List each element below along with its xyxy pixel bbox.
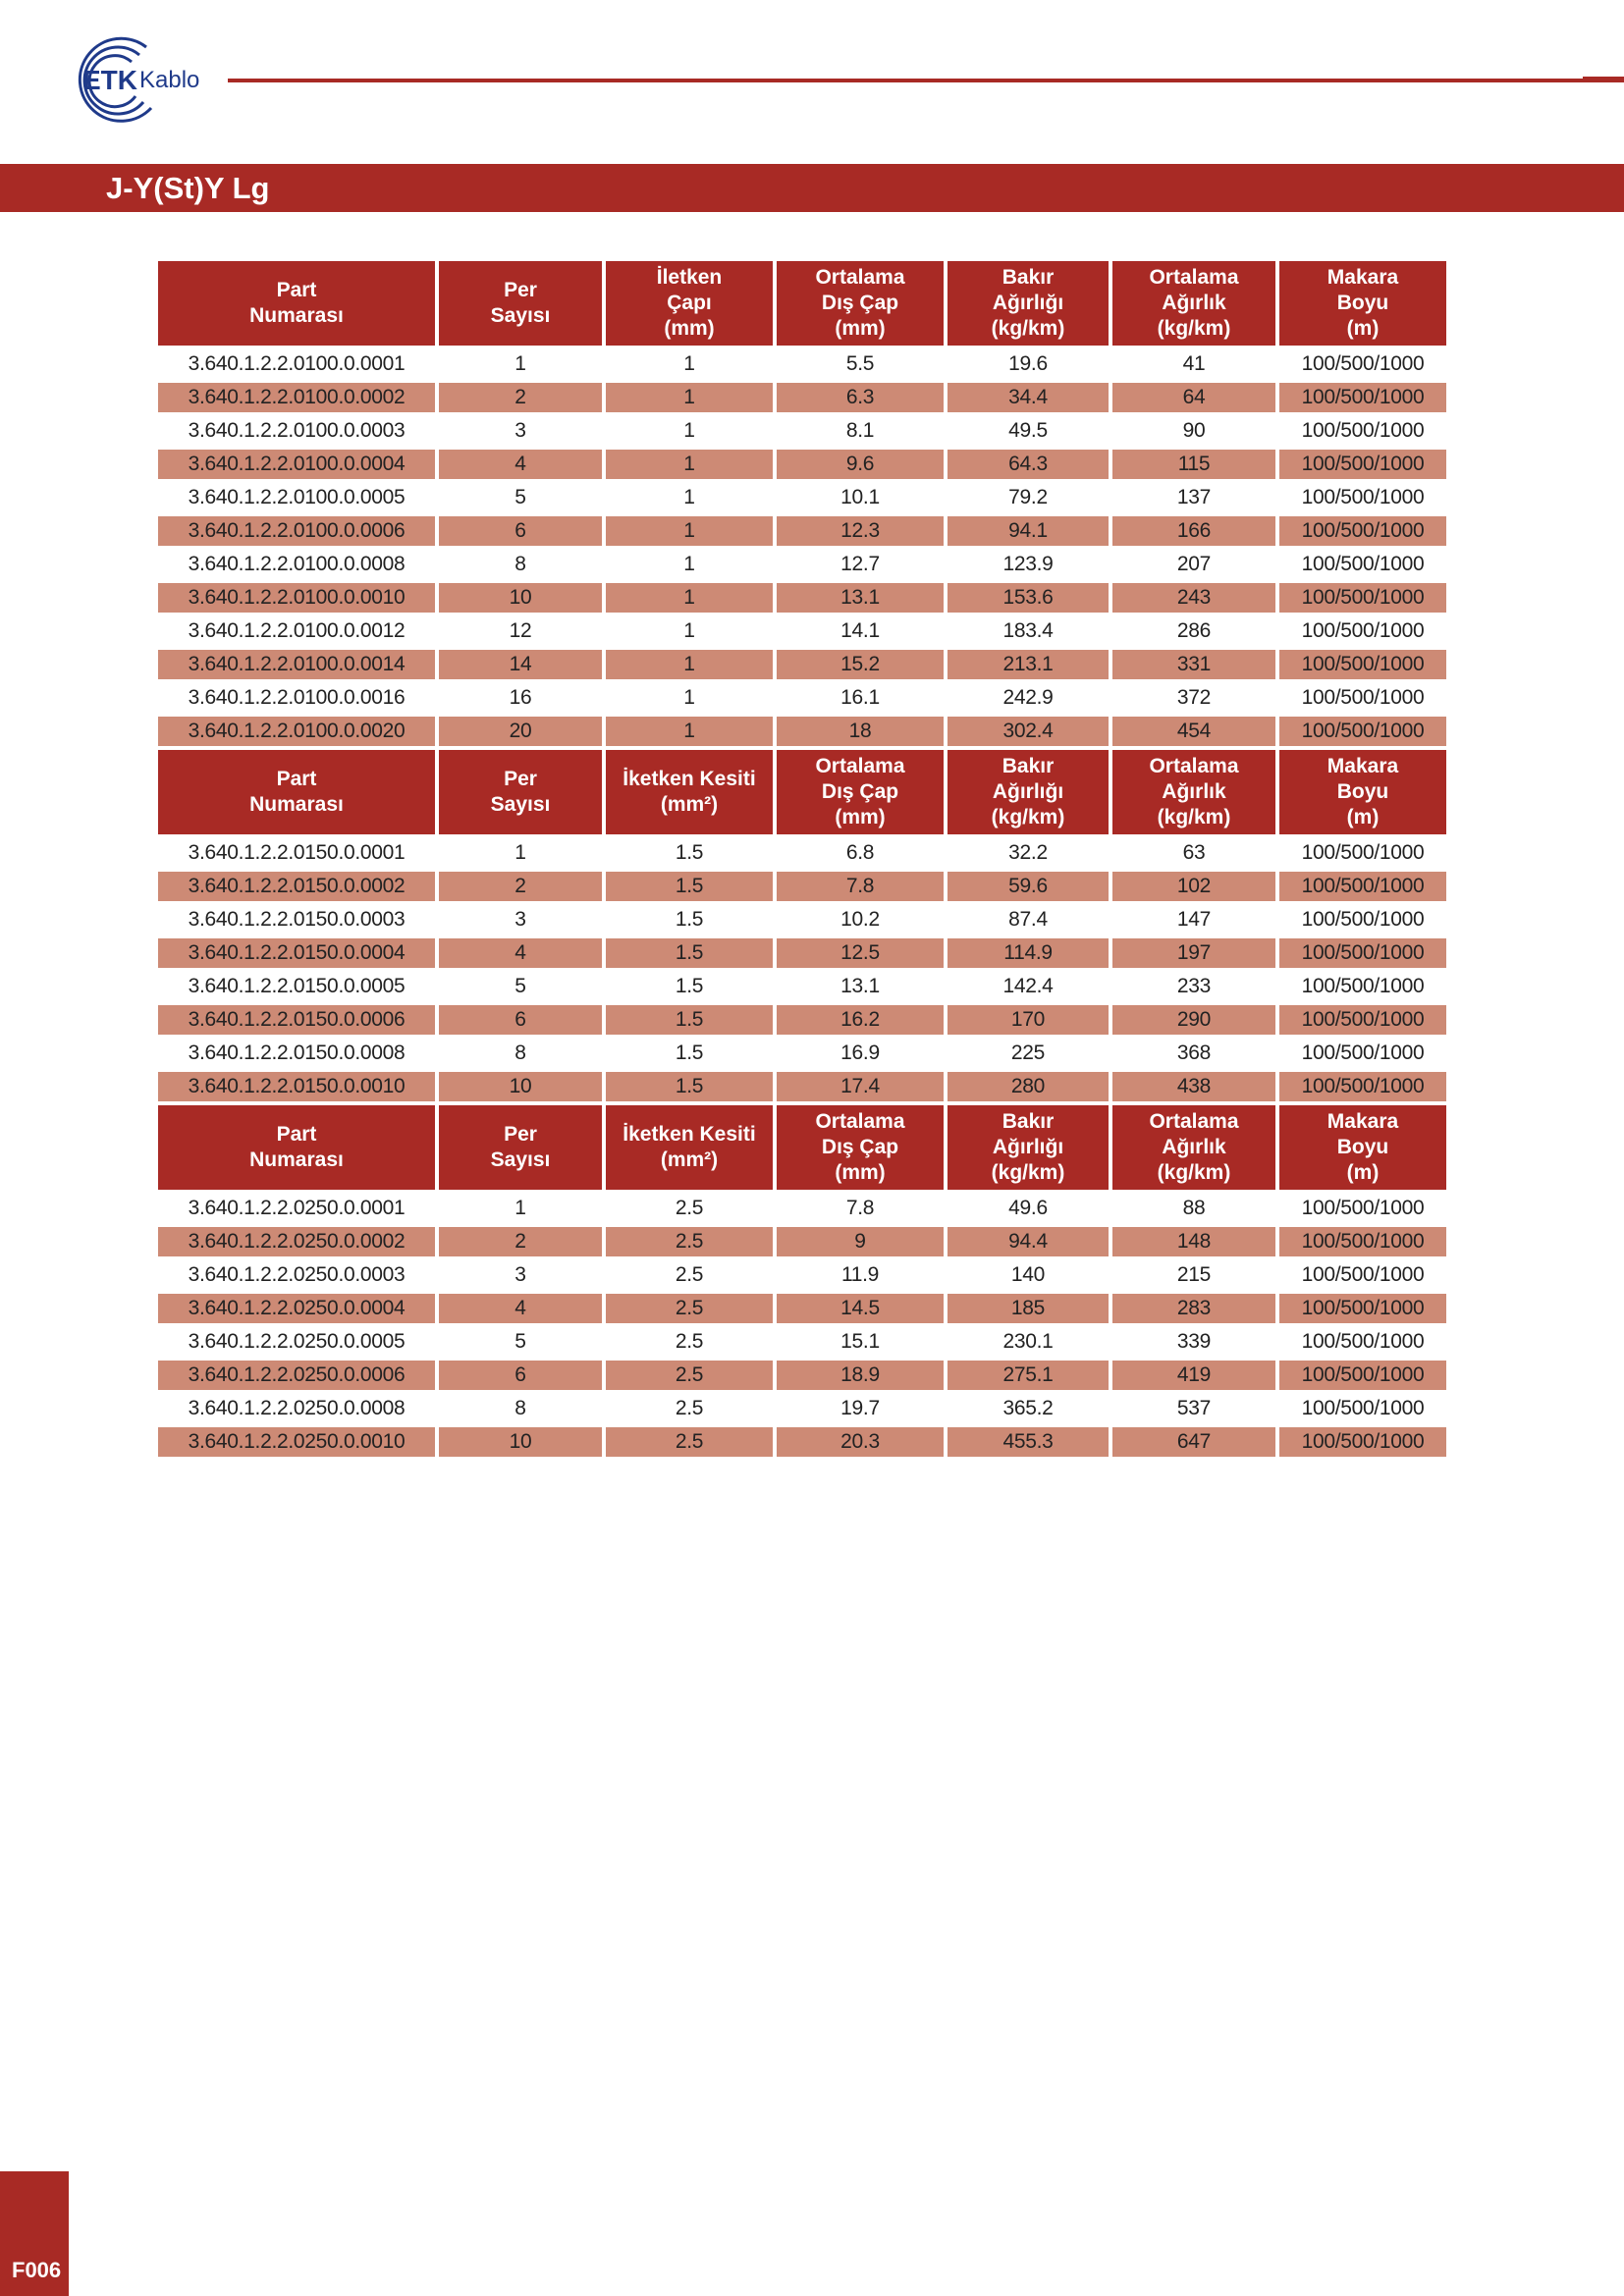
table-cell: 4 bbox=[439, 450, 602, 479]
table-cell: 63 bbox=[1182, 841, 1206, 864]
table-cell: 64.3 bbox=[947, 450, 1109, 479]
table-cell: 10.1 bbox=[840, 486, 880, 508]
table-cell: 32.2 bbox=[1008, 841, 1048, 864]
table-cell: 1 bbox=[606, 650, 773, 679]
table-cell: 100/500/1000 bbox=[1301, 841, 1425, 864]
table-row bbox=[158, 1294, 1446, 1323]
table-cell: 100/500/1000 bbox=[1279, 717, 1446, 746]
table-cell: 19.6 bbox=[1008, 352, 1048, 375]
table-row bbox=[158, 416, 1446, 446]
table-cell: 12.7 bbox=[840, 553, 880, 575]
table-cell: 2 bbox=[439, 1227, 602, 1256]
table-cell: 90 bbox=[1182, 419, 1206, 442]
table-cell: 1.5 bbox=[675, 841, 704, 864]
table-cell: 3 bbox=[514, 908, 526, 931]
table-cell: 230.1 bbox=[1002, 1330, 1054, 1353]
table-cell: 14 bbox=[439, 650, 602, 679]
column-header: Bakır Ağırlığı (kg/km) bbox=[947, 261, 1109, 346]
table-cell: 41 bbox=[1182, 352, 1206, 375]
table-cell: 100/500/1000 bbox=[1279, 650, 1446, 679]
table-cell: 1 bbox=[683, 419, 695, 442]
column-header: İletken Çapı (mm) bbox=[606, 261, 773, 346]
table-row bbox=[158, 1194, 1446, 1223]
table-cell: 8 bbox=[514, 1397, 526, 1419]
table-cell: 100/500/1000 bbox=[1279, 938, 1446, 968]
table-row bbox=[158, 1327, 1446, 1357]
table-cell: 87.4 bbox=[1008, 908, 1048, 931]
table-row bbox=[158, 383, 1446, 412]
table-cell: 2.5 bbox=[606, 1427, 773, 1457]
table-cell: 3.640.1.2.2.0100.0.0001 bbox=[188, 352, 406, 375]
table-cell: 100/500/1000 bbox=[1279, 1294, 1446, 1323]
table-cell: 302.4 bbox=[947, 717, 1109, 746]
table-row bbox=[158, 1039, 1446, 1068]
logo-mark: ETK bbox=[82, 65, 137, 95]
table-cell: 1 bbox=[514, 352, 526, 375]
table-cell: 17.4 bbox=[777, 1072, 944, 1101]
table-row bbox=[158, 450, 1446, 479]
table-cell: 88 bbox=[1182, 1197, 1206, 1219]
column-header: Part Numarası bbox=[158, 1105, 435, 1190]
column-header: Per Sayısı bbox=[439, 1105, 602, 1190]
table-cell: 100/500/1000 bbox=[1279, 1361, 1446, 1390]
table-cell: 140 bbox=[1010, 1263, 1046, 1286]
table-cell: 123.9 bbox=[1002, 553, 1054, 575]
table-row bbox=[158, 872, 1446, 901]
table-cell: 243 bbox=[1112, 583, 1275, 613]
table-row bbox=[158, 616, 1446, 646]
table-cell: 6 bbox=[439, 516, 602, 546]
table-cell: 419 bbox=[1112, 1361, 1275, 1390]
column-header: Per Sayısı bbox=[439, 261, 602, 346]
page-number: F006 bbox=[12, 2258, 62, 2282]
table-cell: 3.640.1.2.2.0250.0.0002 bbox=[158, 1227, 435, 1256]
table-cell: 4 bbox=[439, 938, 602, 968]
table-cell: 8 bbox=[514, 1041, 526, 1064]
table-cell: 49.6 bbox=[1008, 1197, 1048, 1219]
table-cell: 1 bbox=[683, 486, 695, 508]
table-cell: 5 bbox=[514, 486, 526, 508]
table-cell: 166 bbox=[1112, 516, 1275, 546]
table-cell: 215 bbox=[1176, 1263, 1212, 1286]
table-cell: 1 bbox=[683, 619, 695, 642]
table-cell: 1 bbox=[606, 516, 773, 546]
table-cell: 280 bbox=[947, 1072, 1109, 1101]
table-cell: 7.8 bbox=[777, 872, 944, 901]
table-cell: 3.640.1.2.2.0250.0.0004 bbox=[158, 1294, 435, 1323]
table-row bbox=[158, 717, 1446, 746]
table-cell: 207 bbox=[1176, 553, 1212, 575]
table-cell: 1 bbox=[514, 841, 526, 864]
table-row bbox=[158, 683, 1446, 713]
table-cell: 100/500/1000 bbox=[1301, 486, 1425, 508]
table-cell: 2.5 bbox=[675, 1263, 704, 1286]
table-cell: 6.3 bbox=[777, 383, 944, 412]
table-row bbox=[158, 650, 1446, 679]
table-cell: 3.640.1.2.2.0100.0.0006 bbox=[158, 516, 435, 546]
table-cell: 94.4 bbox=[947, 1227, 1109, 1256]
table-cell: 647 bbox=[1112, 1427, 1275, 1457]
table-cell: 3.640.1.2.2.0150.0.0002 bbox=[158, 872, 435, 901]
table-cell: 537 bbox=[1176, 1397, 1212, 1419]
table-cell: 9.6 bbox=[777, 450, 944, 479]
table-row bbox=[158, 905, 1446, 934]
table-row bbox=[158, 1227, 1446, 1256]
table-cell: 2.5 bbox=[675, 1197, 704, 1219]
table-cell: 148 bbox=[1112, 1227, 1275, 1256]
spec-tables bbox=[158, 261, 1442, 1461]
table-cell: 1 bbox=[514, 1197, 526, 1219]
table-cell: 3.640.1.2.2.0250.0.0001 bbox=[188, 1197, 406, 1219]
table-cell: 10 bbox=[439, 1427, 602, 1457]
table-cell: 1 bbox=[683, 553, 695, 575]
table-cell: 275.1 bbox=[947, 1361, 1109, 1390]
table-cell: 368 bbox=[1176, 1041, 1212, 1064]
table-cell: 100/500/1000 bbox=[1279, 872, 1446, 901]
table-cell: 153.6 bbox=[947, 583, 1109, 613]
table-cell: 1 bbox=[606, 583, 773, 613]
table-row bbox=[158, 1427, 1446, 1457]
table-cell: 100/500/1000 bbox=[1279, 1227, 1446, 1256]
table-cell: 16.9 bbox=[840, 1041, 880, 1064]
table-cell: 2 bbox=[439, 383, 602, 412]
table-cell: 19.7 bbox=[840, 1397, 880, 1419]
table-cell: 15.1 bbox=[840, 1330, 880, 1353]
column-header: Makara Boyu (m) bbox=[1279, 1105, 1446, 1190]
table-cell: 1.5 bbox=[675, 975, 704, 997]
table-cell: 3 bbox=[514, 419, 526, 442]
table-cell: 3.640.1.2.2.0250.0.0010 bbox=[158, 1427, 435, 1457]
table-cell: 3.640.1.2.2.0100.0.0002 bbox=[158, 383, 435, 412]
table-cell: 20 bbox=[439, 717, 602, 746]
column-header: Ortalama Ağırlık (kg/km) bbox=[1112, 750, 1275, 834]
table-cell: 183.4 bbox=[1002, 619, 1054, 642]
table-cell: 286 bbox=[1176, 619, 1212, 642]
table-cell: 100/500/1000 bbox=[1301, 1197, 1425, 1219]
table-cell: 233 bbox=[1176, 975, 1212, 997]
column-header: Part Numarası bbox=[158, 261, 435, 346]
table-cell: 5.5 bbox=[845, 352, 875, 375]
table-cell: 13.1 bbox=[840, 975, 880, 997]
table-cell: 3.640.1.2.2.0100.0.0005 bbox=[188, 486, 406, 508]
table-row bbox=[158, 972, 1446, 1001]
table-cell: 16.1 bbox=[840, 686, 880, 709]
table-cell: 100/500/1000 bbox=[1301, 686, 1425, 709]
table-cell: 137 bbox=[1176, 486, 1212, 508]
table-header-row bbox=[158, 261, 1446, 346]
table-cell: 4 bbox=[439, 1294, 602, 1323]
table-cell: 1 bbox=[683, 686, 695, 709]
table-cell: 5 bbox=[514, 975, 526, 997]
column-header: Ortalama Ağırlık (kg/km) bbox=[1112, 1105, 1275, 1190]
table-cell: 100/500/1000 bbox=[1279, 583, 1446, 613]
table-cell: 1.5 bbox=[606, 1072, 773, 1101]
table-row bbox=[158, 838, 1446, 868]
column-header: Makara Boyu (m) bbox=[1279, 750, 1446, 834]
table-cell: 142.4 bbox=[1002, 975, 1054, 997]
table-cell: 3.640.1.2.2.0250.0.0006 bbox=[158, 1361, 435, 1390]
table-cell: 18.9 bbox=[777, 1361, 944, 1390]
table-cell: 11.9 bbox=[840, 1263, 880, 1286]
table-row bbox=[158, 516, 1446, 546]
table-cell: 290 bbox=[1112, 1005, 1275, 1035]
table-cell: 10 bbox=[439, 1072, 602, 1101]
table-row bbox=[158, 1361, 1446, 1390]
table-cell: 100/500/1000 bbox=[1279, 516, 1446, 546]
table-cell: 100/500/1000 bbox=[1279, 450, 1446, 479]
table-cell: 3 bbox=[514, 1263, 526, 1286]
table-cell: 8 bbox=[514, 553, 526, 575]
table-cell: 34.4 bbox=[947, 383, 1109, 412]
table-cell: 7.8 bbox=[845, 1197, 875, 1219]
column-header: Makara Boyu (m) bbox=[1279, 261, 1446, 346]
table-cell: 1.5 bbox=[606, 938, 773, 968]
table-cell: 283 bbox=[1112, 1294, 1275, 1323]
table-header-row bbox=[158, 750, 1446, 834]
title-band bbox=[0, 164, 1624, 212]
column-header: Ortalama Dış Çap (mm) bbox=[777, 750, 944, 834]
table-cell: 8.1 bbox=[845, 419, 875, 442]
table-cell: 365.2 bbox=[1002, 1397, 1054, 1419]
table-cell: 100/500/1000 bbox=[1279, 383, 1446, 412]
table-cell: 14.5 bbox=[777, 1294, 944, 1323]
table-cell: 1 bbox=[606, 383, 773, 412]
table-cell: 3.640.1.2.2.0150.0.0010 bbox=[158, 1072, 435, 1101]
logo-word: Kablo bbox=[139, 67, 200, 93]
table-cell: 100/500/1000 bbox=[1301, 1397, 1425, 1419]
table-cell: 2.5 bbox=[606, 1227, 773, 1256]
column-header: Per Sayısı bbox=[439, 750, 602, 834]
brand-logo bbox=[53, 35, 210, 124]
table-header-row bbox=[158, 1105, 1446, 1190]
table-cell: 2.5 bbox=[606, 1294, 773, 1323]
table-row bbox=[158, 1260, 1446, 1290]
table-cell: 15.2 bbox=[777, 650, 944, 679]
table-cell: 438 bbox=[1112, 1072, 1275, 1101]
column-header: İketken Kesiti (mm²) bbox=[606, 1105, 773, 1190]
table-cell: 455.3 bbox=[947, 1427, 1109, 1457]
table-cell: 197 bbox=[1112, 938, 1275, 968]
table-cell: 18 bbox=[777, 717, 944, 746]
table-cell: 102 bbox=[1112, 872, 1275, 901]
table-cell: 94.1 bbox=[947, 516, 1109, 546]
table-row bbox=[158, 483, 1446, 512]
table-cell: 16.2 bbox=[777, 1005, 944, 1035]
table-cell: 2 bbox=[439, 872, 602, 901]
table-cell: 100/500/1000 bbox=[1301, 619, 1425, 642]
table-cell: 5 bbox=[514, 1330, 526, 1353]
spec-table bbox=[154, 257, 1450, 1461]
table-cell: 12 bbox=[509, 619, 532, 642]
table-row bbox=[158, 1005, 1446, 1035]
table-cell: 115 bbox=[1112, 450, 1275, 479]
table-cell: 13.1 bbox=[777, 583, 944, 613]
table-cell: 3.640.1.2.2.0100.0.0010 bbox=[158, 583, 435, 613]
page-title: J-Y(St)Y Lg bbox=[106, 171, 270, 205]
table-cell: 3.640.1.2.2.0150.0.0005 bbox=[188, 975, 406, 997]
table-cell: 1.5 bbox=[675, 908, 704, 931]
table-cell: 2.5 bbox=[606, 1361, 773, 1390]
table-cell: 100/500/1000 bbox=[1279, 1072, 1446, 1101]
table-cell: 1 bbox=[606, 450, 773, 479]
column-header: Ortalama Dış Çap (mm) bbox=[777, 1105, 944, 1190]
table-cell: 9 bbox=[777, 1227, 944, 1256]
column-header: Ortalama Dış Çap (mm) bbox=[777, 261, 944, 346]
table-cell: 1 bbox=[683, 352, 695, 375]
table-cell: 242.9 bbox=[1002, 686, 1054, 709]
table-cell: 14.1 bbox=[840, 619, 880, 642]
table-cell: 100/500/1000 bbox=[1301, 352, 1425, 375]
table-cell: 372 bbox=[1176, 686, 1212, 709]
table-cell: 3.640.1.2.2.0100.0.0004 bbox=[158, 450, 435, 479]
page-number-tab bbox=[0, 2171, 69, 2296]
table-cell: 170 bbox=[947, 1005, 1109, 1035]
table-cell: 3.640.1.2.2.0150.0.0004 bbox=[158, 938, 435, 968]
column-header: Bakır Ağırlığı (kg/km) bbox=[947, 1105, 1109, 1190]
column-header: Ortalama Ağırlık (kg/km) bbox=[1112, 261, 1275, 346]
table-cell: 100/500/1000 bbox=[1301, 1041, 1425, 1064]
table-cell: 49.5 bbox=[1008, 419, 1048, 442]
table-cell: 64 bbox=[1112, 383, 1275, 412]
table-cell: 100/500/1000 bbox=[1301, 975, 1425, 997]
column-header: Part Numarası bbox=[158, 750, 435, 834]
table-cell: 12.5 bbox=[777, 938, 944, 968]
table-cell: 3.640.1.2.2.0150.0.0008 bbox=[188, 1041, 406, 1064]
header-rule-cap bbox=[1583, 77, 1624, 82]
table-cell: 3.640.1.2.2.0100.0.0014 bbox=[158, 650, 435, 679]
table-cell: 20.3 bbox=[777, 1427, 944, 1457]
table-cell: 1.5 bbox=[675, 1041, 704, 1064]
table-cell: 3.640.1.2.2.0250.0.0005 bbox=[188, 1330, 406, 1353]
table-row bbox=[158, 1072, 1446, 1101]
table-cell: 1.5 bbox=[606, 1005, 773, 1035]
table-cell: 100/500/1000 bbox=[1301, 908, 1425, 931]
table-cell: 213.1 bbox=[947, 650, 1109, 679]
table-cell: 2.5 bbox=[675, 1397, 704, 1419]
table-cell: 100/500/1000 bbox=[1301, 419, 1425, 442]
table-cell: 3.640.1.2.2.0150.0.0006 bbox=[158, 1005, 435, 1035]
table-cell: 100/500/1000 bbox=[1279, 1427, 1446, 1457]
table-cell: 454 bbox=[1112, 717, 1275, 746]
table-cell: 3.640.1.2.2.0100.0.0016 bbox=[188, 686, 406, 709]
table-cell: 6 bbox=[439, 1361, 602, 1390]
table-cell: 3.640.1.2.2.0250.0.0003 bbox=[188, 1263, 406, 1286]
table-cell: 3.640.1.2.2.0100.0.0003 bbox=[188, 419, 406, 442]
table-cell: 2.5 bbox=[675, 1330, 704, 1353]
table-cell: 6 bbox=[439, 1005, 602, 1035]
table-cell: 147 bbox=[1176, 908, 1212, 931]
table-cell: 59.6 bbox=[947, 872, 1109, 901]
table-cell: 1 bbox=[606, 717, 773, 746]
table-cell: 225 bbox=[1010, 1041, 1046, 1064]
table-row bbox=[158, 938, 1446, 968]
table-row bbox=[158, 1394, 1446, 1423]
table-cell: 100/500/1000 bbox=[1301, 1263, 1425, 1286]
table-cell: 185 bbox=[947, 1294, 1109, 1323]
table-cell: 3.640.1.2.2.0100.0.0012 bbox=[188, 619, 406, 642]
table-cell: 3.640.1.2.2.0150.0.0003 bbox=[188, 908, 406, 931]
table-cell: 3.640.1.2.2.0100.0.0020 bbox=[158, 717, 435, 746]
table-cell: 16 bbox=[509, 686, 532, 709]
table-cell: 100/500/1000 bbox=[1301, 553, 1425, 575]
table-cell: 3.640.1.2.2.0250.0.0008 bbox=[188, 1397, 406, 1419]
table-cell: 10 bbox=[439, 583, 602, 613]
table-cell: 100/500/1000 bbox=[1301, 1330, 1425, 1353]
column-header: İketken Kesiti (mm²) bbox=[606, 750, 773, 834]
table-cell: 114.9 bbox=[947, 938, 1109, 968]
table-cell: 100/500/1000 bbox=[1279, 1005, 1446, 1035]
table-cell: 79.2 bbox=[1008, 486, 1048, 508]
table-cell: 1.5 bbox=[606, 872, 773, 901]
table-cell: 6.8 bbox=[845, 841, 875, 864]
table-cell: 10.2 bbox=[840, 908, 880, 931]
table-cell: 3.640.1.2.2.0150.0.0001 bbox=[188, 841, 406, 864]
table-row bbox=[158, 349, 1446, 379]
table-cell: 339 bbox=[1176, 1330, 1212, 1353]
table-row bbox=[158, 550, 1446, 579]
table-row bbox=[158, 583, 1446, 613]
table-cell: 12.3 bbox=[777, 516, 944, 546]
table-cell: 331 bbox=[1112, 650, 1275, 679]
column-header: Bakır Ağırlığı (kg/km) bbox=[947, 750, 1109, 834]
table-cell: 3.640.1.2.2.0100.0.0008 bbox=[188, 553, 406, 575]
header-rule bbox=[228, 79, 1624, 82]
